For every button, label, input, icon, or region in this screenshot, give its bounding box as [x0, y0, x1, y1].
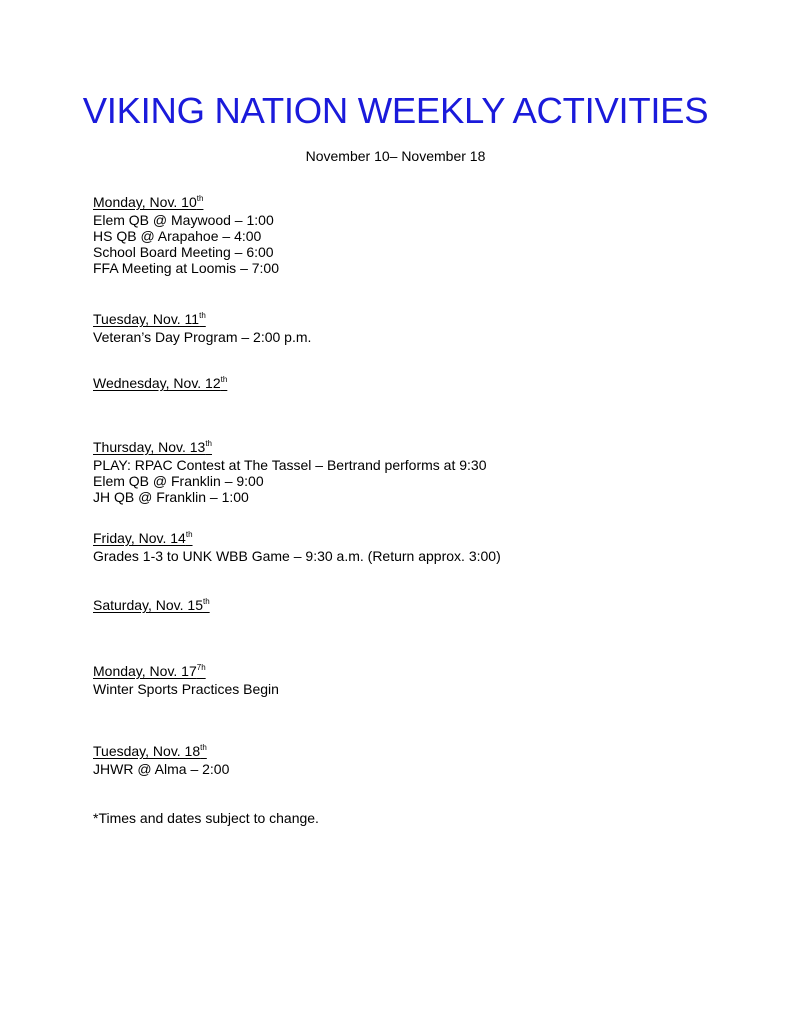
- event-line: Elem QB @ Franklin – 9:00: [93, 473, 264, 489]
- day-heading: Saturday, Nov. 15th: [93, 597, 210, 613]
- day-tuesday-nov-11: [93, 311, 311, 345]
- day-friday-nov-14: [93, 530, 501, 564]
- day-tuesday-nov-18: [93, 743, 229, 777]
- event-line: Elem QB @ Maywood – 1:00: [93, 212, 274, 228]
- day-heading: Monday, Nov. $17^{7h}$: [93, 663, 206, 679]
- day-heading: Monday, Nov. 10th: [93, 194, 204, 210]
- day-monday-nov-17: [93, 663, 279, 697]
- event-line: School Board Meeting – 6:00: [93, 244, 274, 260]
- day-heading: Wednesday, Nov. 12th: [93, 375, 228, 391]
- day-saturday-nov-15: [93, 597, 210, 615]
- day-heading: Thursday, Nov. 13th: [93, 439, 212, 455]
- day-wednesday-nov-12: [93, 375, 227, 393]
- event-line: FFA Meeting at Loomis – 7:00: [93, 260, 279, 276]
- day-heading: Friday, Nov. 14th: [93, 530, 193, 546]
- day-heading: Tuesday, Nov. 11th: [93, 311, 206, 327]
- day-monday-nov-10: [93, 194, 279, 276]
- day-heading: Tuesday, Nov. 18th: [93, 743, 207, 759]
- event-line: Winter Sports Practices Begin: [93, 681, 279, 697]
- page-title: VIKING NATION WEEKLY ACTIVITIES: [82, 90, 709, 131]
- event-line: PLAY: RPAC Contest at The Tassel – Bertrand performs at 9:30: [93, 457, 487, 473]
- event-line: Veteran’s Day Program – 2:00 p.m.: [93, 329, 312, 345]
- event-line: Grades 1-3 to UNK WBB Game – 9:30 a.m. (Return approx. 3:00): [93, 548, 501, 564]
- footnote: *Times and dates subject to change.: [93, 810, 319, 826]
- date-range: November 10– November 18: [305, 148, 486, 164]
- day-thursday-nov-13: [93, 439, 487, 505]
- event-line: HS QB @ Arapahoe – 4:00: [93, 228, 262, 244]
- event-line: JHWR @ Alma – 2:00: [93, 761, 230, 777]
- event-line: JH QB @ Franklin – 1:00: [93, 489, 249, 505]
